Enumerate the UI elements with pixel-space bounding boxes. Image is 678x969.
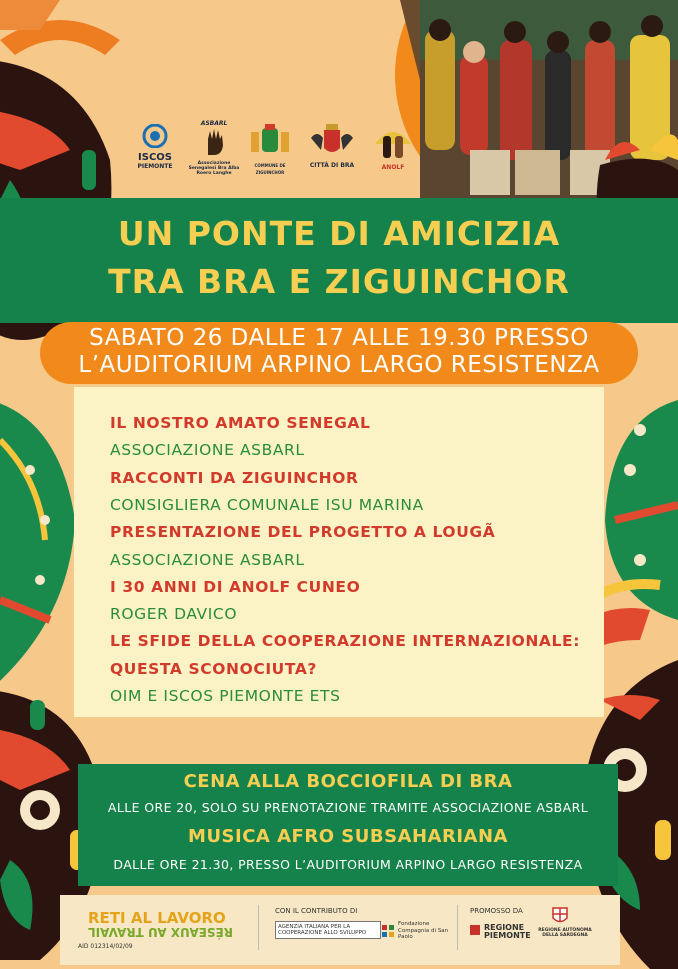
anolf-caption: ANOLF bbox=[381, 164, 405, 171]
iscos-logo bbox=[132, 124, 178, 170]
asbarl-top: ASBARL bbox=[200, 120, 228, 127]
iscos-text: ISCOS bbox=[138, 152, 172, 163]
leaf-left bbox=[0, 400, 75, 690]
ziguinchor-logo bbox=[242, 124, 298, 176]
program-item: LE SFIDE DELLA COOPERAZIONE INTERNAZIONALE: bbox=[110, 632, 580, 650]
title-line-1: UN PONTE DI AMICIZIA bbox=[117, 214, 561, 253]
retilavoro-logo: RETI AL LAVORO bbox=[88, 909, 226, 927]
ziguinchor-caption: COMMUNE DE ZIGUINCHOR bbox=[254, 163, 286, 175]
bra-crest-icon bbox=[307, 124, 357, 158]
program-item: ROGER DAVICO bbox=[110, 605, 238, 623]
dinner-title: CENA ALLA BOCCIOFILA DI BRA bbox=[183, 771, 513, 792]
iscos-sub: PIEMONTE bbox=[137, 163, 173, 170]
fondazione-icon bbox=[382, 922, 394, 934]
music-subtitle: DALLE ORE 21.30, PRESSO L’AUDITORIUM ARPINO LARGO RESISTENZA bbox=[113, 857, 583, 872]
program-item: QUESTA SCONOCIUTA? bbox=[110, 660, 318, 678]
footer-sponsors bbox=[60, 895, 620, 965]
program-item: IL NOSTRO AMATO SENEGAL bbox=[110, 414, 371, 432]
ziguinchor-crest-icon bbox=[247, 124, 293, 158]
program-item: I 30 ANNI DI ANOLF CUNEO bbox=[110, 578, 361, 596]
divider bbox=[457, 905, 458, 950]
date-line-2: L’AUDITORIUM ARPINO LARGO RESISTENZA bbox=[78, 352, 600, 378]
fondazione-text: Fondazione Compagnia di San Paolo bbox=[398, 921, 449, 940]
program-item: CONSIGLIERA COMUNALE ISU MARINA bbox=[110, 496, 424, 514]
sardegna-crest-icon bbox=[552, 907, 568, 925]
asbarl-caption: Associazione Senegalesi Bra Alba Roero Langhe bbox=[188, 161, 240, 176]
promosso-label: PROMOSSO DA bbox=[470, 907, 523, 915]
program-item: ASSOCIAZIONE ASBARL bbox=[110, 441, 305, 459]
piemonte-icon bbox=[470, 925, 480, 935]
anolf-people-icon bbox=[373, 124, 413, 160]
program-item: ASSOCIAZIONE ASBARL bbox=[110, 551, 305, 569]
contributo-label: CON IL CONTRIBUTO DI bbox=[275, 907, 358, 915]
bra-caption: CITTÀ DI BRA bbox=[309, 162, 355, 169]
program-item: PRESENTAZIONE DEL PROGETTO A LOUGÃ bbox=[110, 523, 496, 541]
program-item: RACCONTI DA ZIGUINCHOR bbox=[110, 469, 359, 487]
date-line-1: SABATO 26 DALLE 17 ALLE 19.30 PRESSO bbox=[89, 325, 589, 351]
hand-icon bbox=[202, 127, 226, 157]
reseau-logo: RÉSEAUX AU TRAVAIL bbox=[88, 925, 233, 939]
title-line-2: TRA BRA E ZIGUINCHOR bbox=[108, 262, 570, 301]
program-item: OIM E ISCOS PIEMONTE ETS bbox=[110, 687, 341, 705]
bra-logo bbox=[302, 124, 362, 169]
music-title: MUSICA AFRO SUBSAHARIANA bbox=[188, 826, 508, 847]
regione-piemonte-text: REGIONE PIEMONTE bbox=[484, 923, 531, 940]
program-box bbox=[74, 387, 604, 717]
aid-code: AID 012314/02/09 bbox=[78, 943, 133, 950]
iscos-icon bbox=[138, 124, 172, 148]
logo-strip bbox=[126, 110, 416, 190]
sardegna-text: REGIONE AUTÒNOMA DELLA SARDEGNA bbox=[538, 928, 592, 938]
divider bbox=[258, 905, 259, 950]
asbarl-logo bbox=[184, 120, 244, 176]
aics-logo: AGENZIA ITALIANA PER LA COOPERAZIONE ALLO SVILUPPO bbox=[275, 921, 381, 939]
dinner-subtitle: ALLE ORE 20, SOLO SU PRENOTAZIONE TRAMITE ASSOCIAZIONE ASBARL bbox=[107, 800, 589, 815]
anolf-logo bbox=[370, 124, 416, 171]
